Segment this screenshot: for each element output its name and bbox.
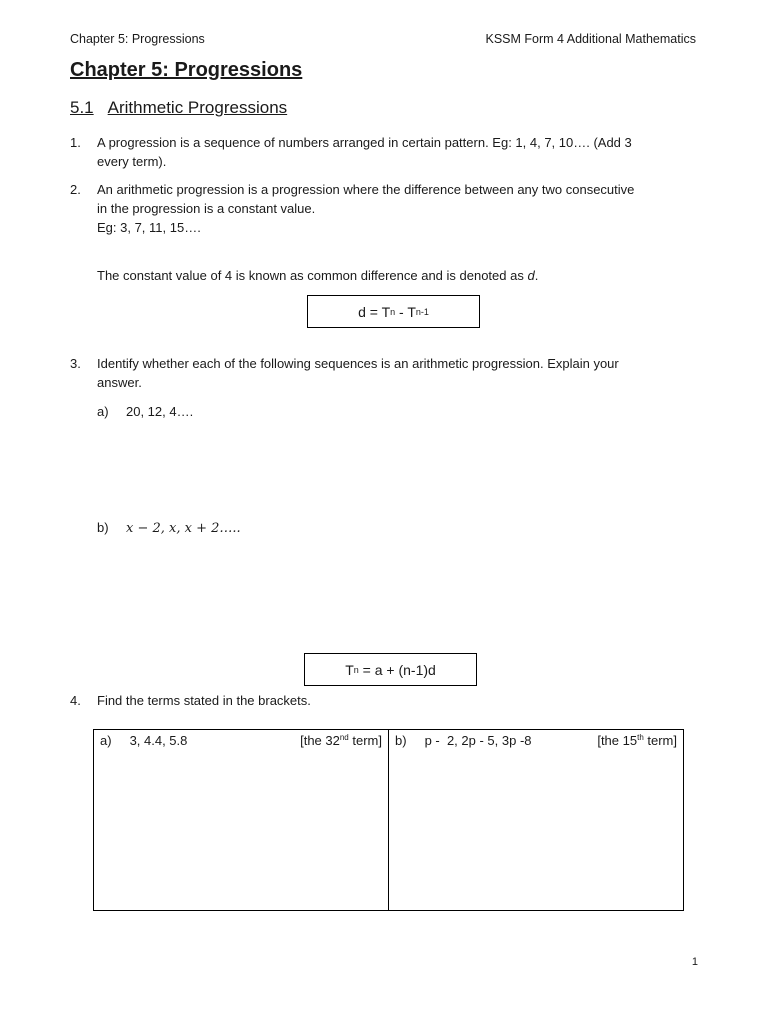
cell-a-label: a) [100, 733, 112, 748]
item-2-number: 2. [70, 182, 81, 197]
cell-a-bracket-pre: [the 32 [300, 733, 340, 748]
item-2 [0, 180, 768, 300]
item-2-example: Eg: 3, 7, 11, 15…. [97, 220, 201, 235]
formula-d-mid: - T [395, 303, 416, 320]
header-course: KSSM Form 4 Additional Mathematics [485, 32, 696, 46]
formula-nth-term [304, 653, 477, 686]
cell-b-bracket-pre: [the 15 [597, 733, 638, 748]
item-3b [97, 518, 241, 538]
section-number: 5.1 [70, 98, 94, 117]
formula-tn-sub: n [353, 664, 359, 675]
answer-table [93, 729, 684, 911]
item-2-line1: An arithmetic progression is a progression where the difference between any two consecutive [97, 182, 635, 197]
answer-cell-b[interactable] [389, 730, 684, 911]
item-4-text: Find the terms stated in the brackets. [97, 693, 311, 708]
page-number: 1 [691, 956, 698, 968]
formula-tn-lhs: T [345, 661, 354, 678]
item-3-number: 3. [70, 356, 81, 371]
item-2-note-end: . [534, 268, 539, 283]
item-3b-sequence: x − 2, x, x + 2….. [126, 521, 241, 536]
answer-cell-a[interactable] [94, 730, 389, 911]
cell-a-bracket-post: term] [348, 733, 382, 748]
cell-b-bracket-sup: th [637, 733, 644, 742]
item-1 [0, 133, 768, 173]
header-chapter: Chapter 5: Progressions [70, 32, 205, 46]
cell-b-bracket [597, 733, 677, 748]
item-3-line1: Identify whether each of the following sequences is an arithmetic progression. Explain your [97, 356, 619, 371]
item-1-line2: every term). [97, 154, 167, 169]
item-2-note-text: The constant value of 4 is known as common difference and is denoted as [97, 268, 528, 283]
item-2-line2: in the progression is a constant value. [97, 201, 316, 216]
cell-b-bracket-post: term] [643, 733, 677, 748]
formula-d-lhs: d = T [358, 303, 391, 320]
section-heading [70, 98, 287, 118]
section-title: Arithmetic Progressions [107, 98, 288, 117]
cell-a-bracket-sup: nd [339, 733, 349, 742]
formula-common-difference [307, 295, 480, 328]
item-3-line2: answer. [97, 375, 142, 390]
formula-d-sub-n: n [390, 306, 396, 317]
cell-a-sequence: 3, 4.4, 5.8 [129, 733, 188, 748]
chapter-title: Chapter 5: Progressions [70, 59, 303, 81]
formula-d-sub-n-1: n-1 [415, 306, 429, 317]
item-2-note-variable: d [527, 268, 535, 283]
cell-a-bracket [300, 733, 382, 748]
cell-b-sequence: p - 2, 2p - 5, 3p -8 [424, 733, 532, 748]
item-4-number: 4. [70, 693, 81, 708]
item-3a-sequence: 20, 12, 4…. [126, 404, 194, 419]
formula-tn-rhs: = a + (n-1)d [358, 661, 436, 678]
item-2-note [97, 266, 634, 285]
item-3b-label: b) [97, 520, 109, 535]
cell-b-label: b) [395, 733, 407, 748]
item-4 [0, 691, 768, 711]
item-1-number: 1. [70, 135, 81, 150]
item-3a [97, 402, 193, 421]
item-3a-label: a) [97, 404, 109, 419]
item-1-line1: A progression is a sequence of numbers arranged in certain pattern. Eg: 1, 4, 7, 10…. (Add 3 [97, 135, 632, 150]
